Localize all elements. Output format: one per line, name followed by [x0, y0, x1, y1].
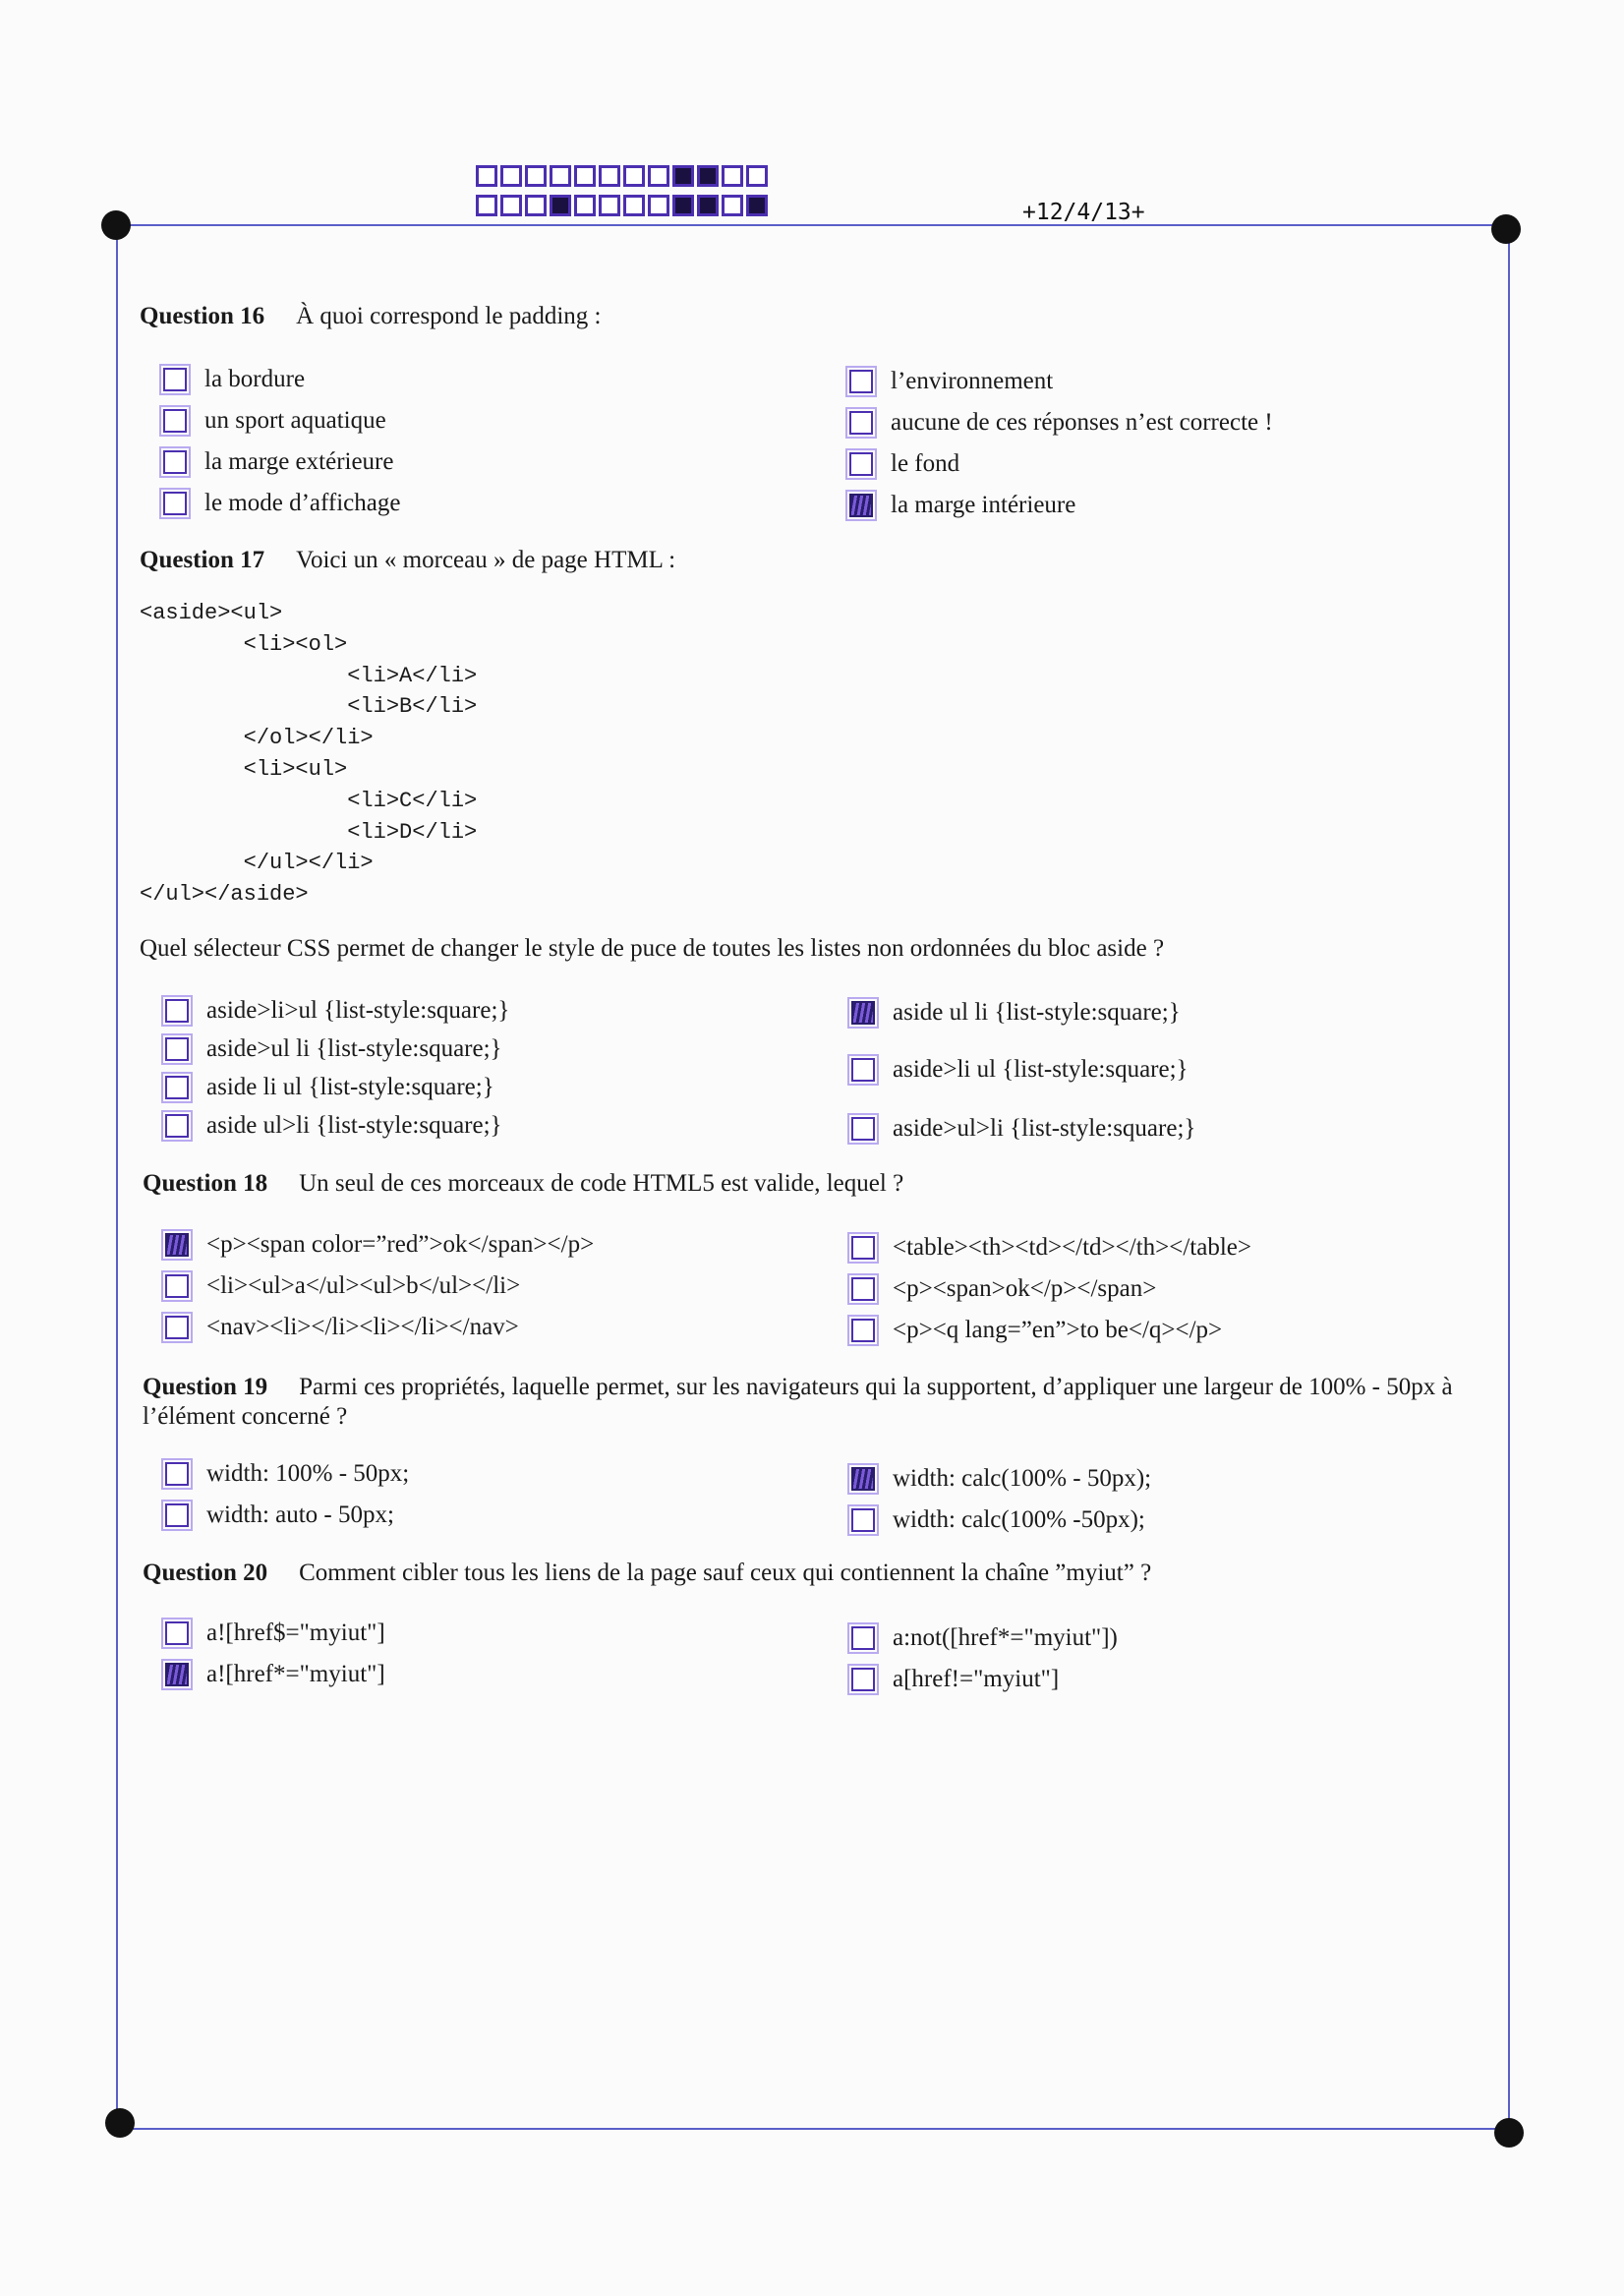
answer-label: <li><ul>a</ul><ul>b</ul></li>: [206, 1272, 521, 1299]
answer-option[interactable]: [849, 409, 1273, 437]
answer-label: aucune de ces réponses n’est correcte !: [891, 409, 1273, 436]
question-number: Question 20: [143, 1560, 268, 1586]
answer-checkbox[interactable]: [849, 494, 873, 517]
answer-option[interactable]: [165, 1460, 409, 1488]
answer-checkbox[interactable]: [165, 1076, 189, 1099]
answer-option[interactable]: [165, 1272, 520, 1300]
barcode-cell: [476, 165, 497, 187]
barcode-cell: [550, 195, 571, 216]
barcode-cell: [599, 195, 620, 216]
registration-mark-top-left: [101, 210, 131, 240]
answer-option[interactable]: [165, 1314, 519, 1341]
answer-checkbox[interactable]: [163, 492, 187, 515]
answer-label: aside>ul>li {list-style:square;}: [893, 1115, 1196, 1142]
answer-option[interactable]: [165, 1074, 494, 1101]
answer-option[interactable]: [851, 1465, 1151, 1493]
barcode-row-1: [476, 165, 768, 187]
answer-checkbox[interactable]: [851, 1277, 875, 1301]
answer-checkbox[interactable]: [849, 411, 873, 435]
answer-option[interactable]: [851, 999, 1181, 1027]
answer-option[interactable]: [165, 1501, 394, 1529]
answer-label: <p><span color=”red”>ok</span></p>: [206, 1231, 595, 1258]
barcode-cell: [525, 165, 547, 187]
answer-checkbox[interactable]: [165, 1114, 189, 1138]
barcode-cell: [746, 195, 768, 216]
question-18-title: [143, 1170, 903, 1198]
barcode-cell: [500, 195, 522, 216]
barcode-cell: [648, 165, 669, 187]
answer-label: <p><q lang=”en”>to be</q></p>: [893, 1317, 1223, 1343]
answer-option[interactable]: [163, 366, 305, 393]
answer-checkbox[interactable]: [165, 1274, 189, 1298]
answer-option[interactable]: [163, 490, 400, 517]
answer-checkbox[interactable]: [851, 1058, 875, 1082]
page-id: +12/4/13+: [1022, 200, 1145, 225]
question-16-title: [140, 303, 601, 330]
answer-label: a![href*="myiut"]: [206, 1661, 385, 1687]
answer-checkbox[interactable]: [163, 368, 187, 391]
answer-label: la marge extérieure: [204, 448, 394, 475]
barcode-cell: [672, 195, 694, 216]
answer-option[interactable]: [851, 1234, 1251, 1262]
answer-checkbox[interactable]: [163, 450, 187, 474]
registration-mark-top-right: [1491, 214, 1521, 244]
answer-label: <p><span>ok</p></span>: [893, 1275, 1157, 1302]
answer-checkbox[interactable]: [851, 1001, 875, 1025]
answer-checkbox[interactable]: [165, 1037, 189, 1061]
answer-option[interactable]: [165, 1619, 385, 1647]
barcode-cell: [648, 195, 669, 216]
answer-checkbox[interactable]: [163, 409, 187, 433]
answer-checkbox[interactable]: [851, 1319, 875, 1342]
answer-label: aside>li>ul {list-style:square;}: [206, 997, 510, 1024]
barcode-cell: [722, 195, 743, 216]
barcode-cell: [500, 165, 522, 187]
answer-checkbox[interactable]: [165, 1503, 189, 1527]
question-20-title: [143, 1560, 1151, 1587]
answer-option[interactable]: [165, 1035, 502, 1063]
question-text: Voici un « morceau » de page HTML :: [296, 547, 676, 573]
answer-checkbox[interactable]: [849, 370, 873, 393]
answer-checkbox[interactable]: [849, 452, 873, 476]
question-number: Question 17: [140, 547, 265, 573]
answer-option[interactable]: [849, 450, 959, 478]
answer-label: l’environnement: [891, 368, 1054, 394]
answer-label: aside>li ul {list-style:square;}: [893, 1056, 1189, 1083]
answer-option[interactable]: [851, 1506, 1145, 1534]
answer-checkbox[interactable]: [165, 999, 189, 1023]
answer-label: a:not([href*="myiut"]): [893, 1624, 1118, 1651]
answer-checkbox[interactable]: [851, 1236, 875, 1260]
answer-label: <table><th><td></td></th></table>: [893, 1234, 1251, 1261]
answer-label: <nav><li></li><li></li></nav>: [206, 1314, 519, 1340]
answer-checkbox[interactable]: [851, 1467, 875, 1491]
answer-option[interactable]: [163, 407, 386, 435]
question-text: Parmi ces propriétés, laquelle permet, sur les navigateurs qui la supportent, d’appliquer une largeur de 100% - 50px à l’élément concerné ?: [143, 1374, 1453, 1430]
question-number: Question 16: [140, 303, 265, 329]
barcode-cell: [722, 165, 743, 187]
barcode-cell: [697, 165, 719, 187]
answer-label: aside>ul li {list-style:square;}: [206, 1035, 502, 1062]
question-17-prompt: Quel sélecteur CSS permet de changer le style de puce de toutes les listes non ordonnées du bloc aside ?: [140, 935, 1165, 962]
answer-option[interactable]: [849, 368, 1053, 395]
barcode-cell: [672, 165, 694, 187]
barcode-cell: [623, 195, 645, 216]
question-number: Question 19: [143, 1374, 268, 1400]
barcode-cell: [746, 165, 768, 187]
answer-checkbox[interactable]: [165, 1621, 189, 1645]
answer-label: aside ul li {list-style:square;}: [893, 999, 1181, 1026]
question-text: Comment cibler tous les liens de la page sauf ceux qui contiennent la chaîne ”myiut” ?: [299, 1560, 1152, 1586]
answer-option[interactable]: [851, 1275, 1156, 1303]
barcode-cell: [623, 165, 645, 187]
barcode-cell: [476, 195, 497, 216]
answer-label: a![href$="myiut"]: [206, 1619, 385, 1646]
barcode-cell: [550, 165, 571, 187]
answer-checkbox[interactable]: [851, 1626, 875, 1650]
answer-label: width: calc(100% -50px);: [893, 1506, 1145, 1533]
answer-checkbox[interactable]: [851, 1508, 875, 1532]
answer-option[interactable]: [851, 1666, 1059, 1693]
answer-option[interactable]: [851, 1056, 1189, 1084]
answer-checkbox[interactable]: [851, 1117, 875, 1141]
answer-label: aside li ul {list-style:square;}: [206, 1074, 494, 1100]
registration-mark-bottom-left: [105, 2108, 135, 2138]
question-number: Question 18: [143, 1170, 268, 1197]
answer-checkbox[interactable]: [165, 1233, 189, 1257]
answer-label: le fond: [891, 450, 960, 477]
answer-option[interactable]: [165, 1112, 502, 1140]
answer-label: le mode d’affichage: [204, 490, 401, 516]
registration-mark-bottom-right: [1494, 2118, 1524, 2148]
answer-label: width: calc(100% - 50px);: [893, 1465, 1152, 1492]
barcode-cell: [697, 195, 719, 216]
answer-label: aside ul>li {list-style:square;}: [206, 1112, 502, 1139]
barcode-cell: [574, 165, 596, 187]
question-text: À quoi correspond le padding :: [296, 303, 602, 329]
answer-checkbox[interactable]: [165, 1663, 189, 1686]
answer-label: la marge intérieure: [891, 492, 1076, 518]
barcode-cell: [599, 165, 620, 187]
answer-checkbox[interactable]: [165, 1462, 189, 1486]
answer-label: width: auto - 50px;: [206, 1501, 394, 1528]
answer-label: la bordure: [204, 366, 306, 392]
answer-option[interactable]: [849, 492, 1075, 519]
answer-option[interactable]: [851, 1624, 1118, 1652]
question-text: Un seul de ces morceaux de code HTML5 est valide, lequel ?: [299, 1170, 904, 1197]
html-code-snippet: <aside><ul> <li><ol> <li>A</li> <li>B</li> </ol></li> <li><ul> <li>C</li> <li>D</li> </ul></li> </ul></aside>: [140, 601, 478, 908]
barcode-row-2: [476, 195, 768, 216]
answer-option[interactable]: [165, 1231, 594, 1259]
answer-checkbox[interactable]: [165, 1316, 189, 1339]
barcode-cell: [574, 195, 596, 216]
answer-label: width: 100% - 50px;: [206, 1460, 410, 1487]
answer-option[interactable]: [851, 1115, 1195, 1143]
answer-option[interactable]: [165, 997, 509, 1025]
question-17-title: [140, 547, 675, 574]
answer-label: un sport aquatique: [204, 407, 386, 434]
question-19-title: [143, 1373, 1499, 1432]
answer-option[interactable]: [165, 1661, 385, 1688]
answer-option[interactable]: [163, 448, 393, 476]
barcode-cell: [525, 195, 547, 216]
answer-checkbox[interactable]: [851, 1668, 875, 1691]
answer-option[interactable]: [851, 1317, 1222, 1344]
answer-label: a[href!="myiut"]: [893, 1666, 1060, 1692]
